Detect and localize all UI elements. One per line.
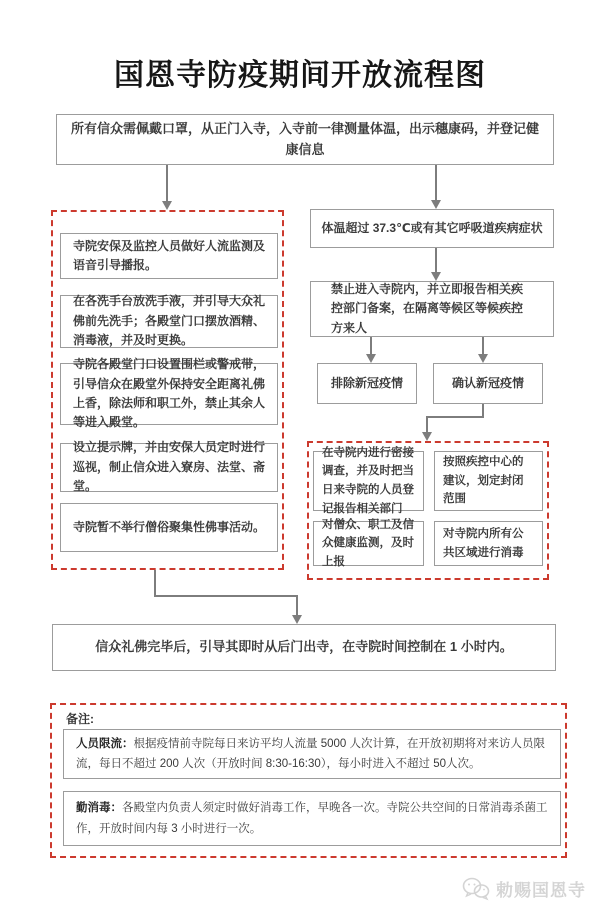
action-box-contact-tracing bbox=[313, 446, 424, 515]
arrow-deny-to-confirmed bbox=[482, 337, 484, 354]
deny-entry-text: 禁止进入寺院内，并立即报告相关疾控部门备案，在隔离等候区等候疾控方来人 bbox=[331, 281, 524, 335]
elbow-left-down bbox=[154, 570, 156, 597]
note-label: 勤消毒： bbox=[76, 802, 122, 815]
note-body: 各殿堂内负责人须定时做好消毒工作，早晚各一次。寺院公共空间的日常消毒杀菌工作，开放时间内每 3 小时进行一次。 bbox=[76, 802, 548, 835]
footer-watermark bbox=[462, 876, 586, 901]
entry-box-text: 所有信众需佩戴口罩，从正门入寺，入寺前一律测量体温，出示穗康码，并登记健康信息 bbox=[71, 120, 540, 157]
action-text: 按照疾控中心的建议，划定封闭范围 bbox=[443, 456, 524, 506]
elbow-confirmed-drop bbox=[426, 416, 428, 432]
rule-box-barriers bbox=[60, 357, 278, 430]
entry-box bbox=[56, 114, 554, 165]
watermark-text: 勅赐国恩寺 bbox=[496, 881, 586, 900]
rule-text: 寺院各殿堂门口设置围栏或警戒带，引导信众在殿堂外保持安全距离礼佛上香，除法师和职工外，禁止其余人等进入殿堂。 bbox=[73, 357, 266, 430]
note-disinfection bbox=[63, 791, 561, 846]
arrow-entry-to-left bbox=[166, 165, 168, 201]
fever-check-box bbox=[310, 209, 554, 248]
arrowhead-entry-to-left bbox=[162, 201, 172, 210]
elbow-left-drop bbox=[296, 595, 298, 615]
excluded-text: 排除新冠疫情 bbox=[330, 375, 403, 390]
rule-box-no-gathering bbox=[60, 503, 278, 552]
notes-label: 备注: bbox=[66, 712, 94, 726]
confirmed-box bbox=[433, 363, 543, 404]
elbow-left-right bbox=[154, 595, 298, 597]
rule-box-handwash bbox=[60, 295, 278, 348]
exit-box bbox=[52, 624, 556, 671]
arrowhead-entry-to-fever bbox=[431, 200, 441, 209]
wechat-icon bbox=[462, 877, 490, 901]
rule-box-monitoring bbox=[60, 233, 278, 279]
arrowhead-confirmed-to-actions bbox=[422, 432, 432, 441]
excluded-box bbox=[317, 363, 417, 404]
note-text bbox=[76, 734, 548, 774]
action-box-lockdown-zone bbox=[434, 451, 543, 511]
action-text: 对僧众、职工及信众健康监测，及时上报 bbox=[322, 518, 414, 568]
note-text bbox=[76, 798, 548, 838]
rule-box-signs-patrol bbox=[60, 440, 278, 494]
rule-text: 设立提示牌，并由安保人员定时进行巡视，制止信众进入寮房、法堂、斋堂。 bbox=[73, 440, 266, 494]
rule-text: 寺院暂不举行僧俗聚集性佛事活动。 bbox=[73, 519, 266, 534]
note-label: 人员限流： bbox=[76, 737, 134, 750]
arrowhead-to-exit bbox=[292, 615, 302, 624]
action-box-disinfect-public bbox=[434, 521, 543, 566]
rule-text: 在各洗手台放洗手液，并引导大众礼佛前先洗手；各殿堂门口摆放酒精、消毒液，并及时更换。 bbox=[73, 294, 266, 348]
action-text: 对寺院内所有公共区域进行消毒 bbox=[443, 527, 524, 559]
page-title: 国恩寺防疫期间开放流程图 bbox=[114, 59, 486, 92]
confirmed-text: 确认新冠疫情 bbox=[451, 375, 524, 390]
fever-check-text: 体温超过 37.3℃或有其它呼吸道疾病症状 bbox=[321, 220, 543, 235]
action-box-health-monitor bbox=[313, 518, 424, 568]
elbow-confirmed-left bbox=[426, 416, 484, 418]
exit-box-text: 信众礼佛完毕后，引导其即时从后门出寺，在寺院时间控制在 1 小时内。 bbox=[95, 639, 513, 655]
action-text: 在寺院内进行密接调查，并及时把当日来寺院的人员登记报告相关部门 bbox=[322, 446, 414, 515]
arrow-fever-to-deny bbox=[435, 248, 437, 272]
note-visitor-limit bbox=[63, 729, 561, 779]
arrowhead-deny-to-confirmed bbox=[478, 354, 488, 363]
note-body: 根据疫情前寺院每日来访平均人流量 5000 人次计算，在开放初期将对来访人员限流，每日不超过 200 人次（开放时间 8:30-16:30），每小时进入不超过 50人次。 bbox=[76, 737, 545, 770]
arrowhead-deny-to-excluded bbox=[366, 354, 376, 363]
deny-entry-box bbox=[310, 281, 554, 337]
arrow-entry-to-fever bbox=[435, 165, 437, 200]
arrow-deny-to-excluded bbox=[370, 337, 372, 354]
rule-text: 寺院安保及监控人员做好人流监测及语音引导播报。 bbox=[73, 238, 266, 272]
